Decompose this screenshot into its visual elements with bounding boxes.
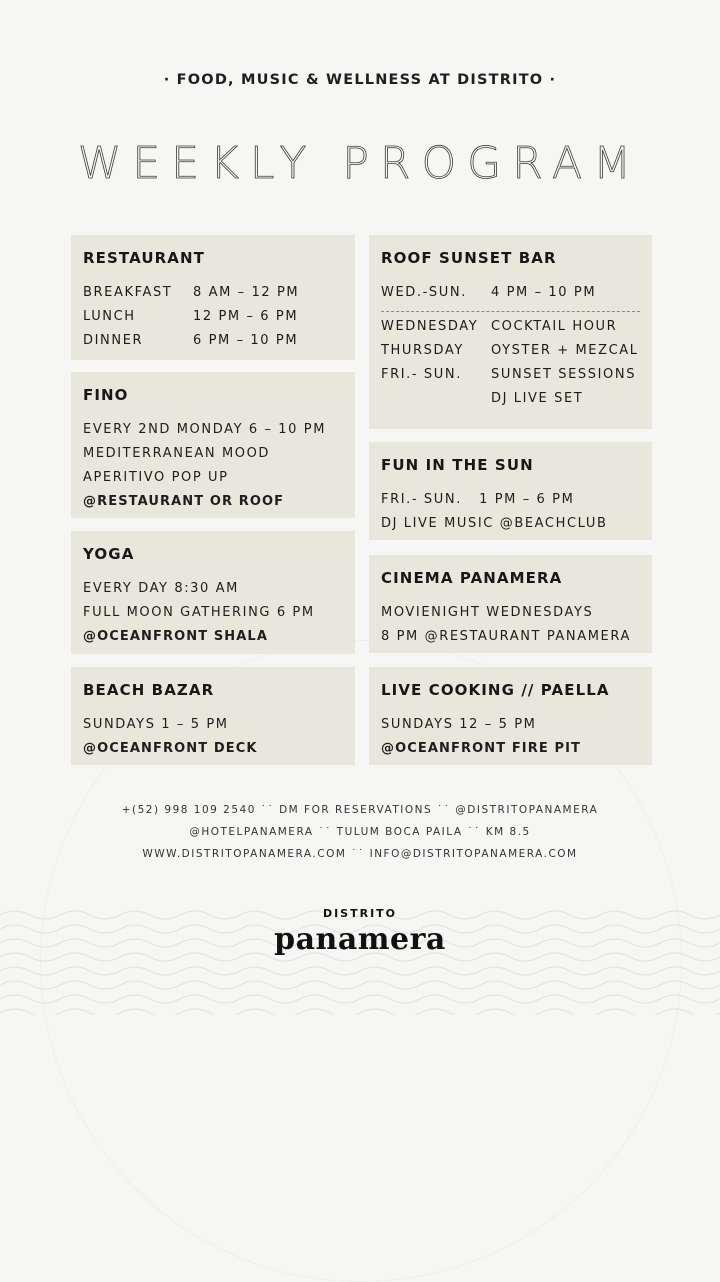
beach-bazar-location: @OCEANFRONT DECK [83, 741, 258, 756]
restaurant-row-label: BREAKFAST [83, 285, 173, 300]
yoga-line: EVERY DAY 8:30 AM [83, 581, 239, 596]
footer-contact-line: +(52) 998 109 2540 ˙˙ DM FOR RESERVATIONS ˙˙ @DISTRITOPANAMERA [121, 804, 599, 816]
live-cooking-location: @OCEANFRONT FIRE PIT [381, 741, 581, 756]
fun-sun-title: FUN IN THE SUN [381, 456, 534, 474]
page-title: WEEKLY PROGRAM [77, 138, 643, 189]
fino-line: EVERY 2ND MONDAY 6 – 10 PM [83, 422, 327, 437]
restaurant-card [71, 235, 355, 360]
fun-in-the-sun-card [369, 442, 652, 540]
yoga-card [71, 531, 355, 654]
roof-day: WEDNESDAY [381, 319, 479, 334]
roof-hours [381, 281, 640, 305]
roof-day [381, 387, 491, 411]
roof-hours-time: 4 PM – 10 PM [491, 285, 597, 300]
roof-event: COCKTAIL HOUR [491, 319, 618, 334]
fun-sun-line: DJ LIVE MUSIC @BEACHCLUB [381, 516, 608, 531]
footer-web-line: WWW.DISTRITOPANAMERA.COM ˙˙ INFO@DISTRITOPANAMERA.COM [142, 848, 578, 860]
roof-day: THURSDAY [381, 343, 464, 358]
roof-event: DJ LIVE SET [491, 391, 584, 406]
roof-event: SUNSET SESSIONS [491, 367, 637, 382]
dashed-divider [381, 311, 640, 312]
brand-logo-panamera: panamera [274, 922, 446, 957]
fino-title: FINO [83, 386, 129, 404]
restaurant-hours [83, 281, 343, 353]
restaurant-title: RESTAURANT [83, 249, 205, 267]
brand-distrito: DISTRITO [322, 907, 398, 920]
roof-title: ROOF SUNSET BAR [381, 249, 557, 267]
beach-bazar-line: SUNDAYS 1 – 5 PM [83, 717, 229, 732]
fino-location: @RESTAURANT OR ROOF [83, 494, 285, 509]
roof-schedule [381, 315, 640, 411]
beach-bazar-card [71, 667, 355, 765]
yoga-location: @OCEANFRONT SHALA [83, 629, 268, 644]
fino-line: MEDITERRANEAN MOOD [83, 446, 271, 461]
roof-event: OYSTER + MEZCAL [491, 343, 639, 358]
yoga-line: FULL MOON GATHERING 6 PM [83, 605, 315, 620]
restaurant-row-label: DINNER [83, 333, 144, 348]
restaurant-row-time: 12 PM – 6 PM [193, 309, 299, 324]
live-cooking-title: LIVE COOKING // PAELLA [381, 681, 610, 699]
fino-line: APERITIVO POP UP [83, 470, 229, 485]
cinema-line: MOVIENIGHT WEDNESDAYS [381, 605, 594, 620]
restaurant-row-time: 6 PM – 10 PM [193, 333, 299, 348]
live-cooking-line: SUNDAYS 12 – 5 PM [381, 717, 537, 732]
roof-sunset-bar-card [369, 235, 652, 429]
header-kicker: · FOOD, MUSIC & WELLNESS AT DISTRITO · [163, 72, 557, 88]
fino-card [71, 372, 355, 518]
yoga-title: YOGA [83, 545, 135, 563]
roof-hours-label: WED.-SUN. [381, 285, 467, 300]
restaurant-row-label: LUNCH [83, 309, 136, 324]
cinema-title: CINEMA PANAMERA [381, 569, 563, 587]
roof-day: FRI.- SUN. [381, 367, 462, 382]
restaurant-row-time: 8 AM – 12 PM [193, 285, 300, 300]
cinema-line: 8 PM @RESTAURANT PANAMERA [381, 629, 631, 644]
cinema-panamera-card [369, 555, 652, 653]
footer-location-line: @HOTELPANAMERA ˙˙ TULUM BOCA PAILA ˙˙ KM 8.5 [189, 826, 531, 838]
live-cooking-card [369, 667, 652, 765]
beach-bazar-title: BEACH BAZAR [83, 681, 215, 699]
fun-sun-line: FRI.- SUN. 1 PM – 6 PM [381, 492, 575, 507]
